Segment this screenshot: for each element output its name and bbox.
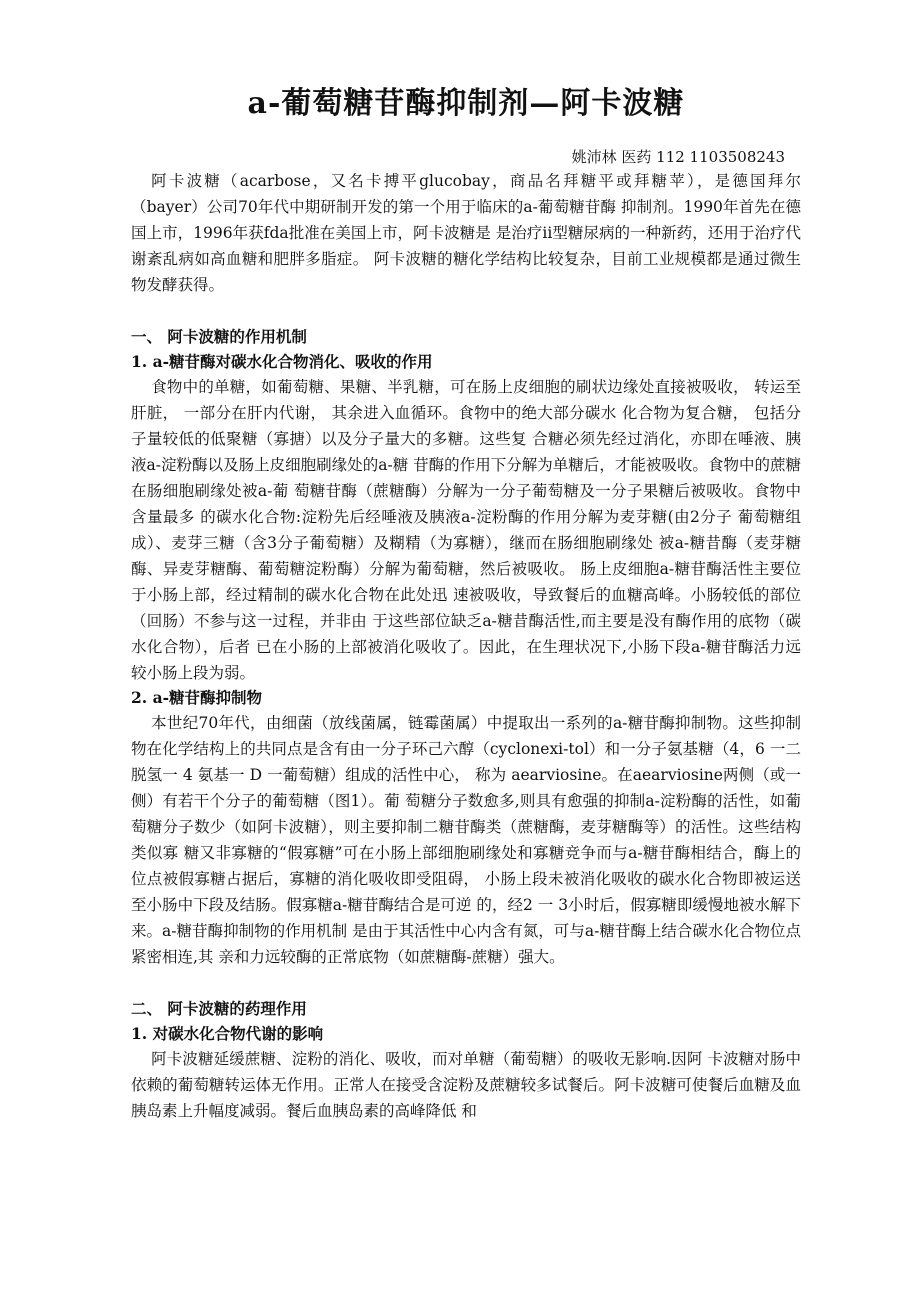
document-title: a-葡萄糖苷酶抑制剂—阿卡波糖: [247, 86, 685, 121]
section-2-heading: 二、 阿卡波糖的药理作用: [131, 999, 307, 1018]
section-1-1-heading: 1. a-糖苷酶对碳水化合物消化、吸收的作用: [131, 352, 433, 371]
section-spacer: [131, 298, 801, 324]
author-line: 姚沛林 医药 112 1103508243: [571, 148, 785, 166]
section-2-1-heading: 1. 对碳水化合物代谢的影响: [131, 1024, 324, 1043]
section-1-2-paragraph: 本世纪70年代，由细菌（放线菌属，链霉菌属）中提取出一系列的a-糖苷酶抑制物。这些抑制物在化学结构上的共同点是含有由一分子环己六醇（cyclonexi-tol）和一分子氨基糖（4，6 一二脱氢一 4 氨基一 D 一葡萄糖）组成的活性中心， 称为 aearviosine。在aearviosine两侧（或一侧）有若干个分子的葡萄糖（图1）。葡 萄糖分子数愈多,则具有愈强的抑制a-淀粉酶的活性，如葡萄糖分子数少（如阿卡波糖），则主要抑制二糖苷酶类（蔗糖酶，麦芽糖酶等）的活性。这些结构类似寡 糖又非寡糖的“假寡糖”可在小肠上部细胞刷缘处和寡糖竞争而与a-糖苷酶相结合，酶上的位点被假寡糖占据后，寡糖的消化吸收即受阻碍， 小肠上段未被消化吸收的碳水化合物即被运送至小肠中下段及结肠。假寡糖a-糖苷酶结合是可逆 的，经2 一 3小时后，假寡糖即缓慢地被水解下来。a-糖苷酶抑制物的作用机制 是由于其活性中心内含有氮，可与a-糖苷酶上结合碳水化合物位点紧密相连,其 亲和力远较酶的正常底物（如蔗糖酶-蔗糖）强大。: [131, 714, 801, 966]
section-1-1-paragraph: 食物中的单糖，如葡萄糖、果糖、半乳糖，可在肠上皮细胞的刷状边缘处直接被吸收， 转运至肝脏， 一部分在肝内代谢， 其余进入血循环。食物中的绝大部分碳水 化合物为复合糖， 包括分子量较低的低聚糖（寡搪）以及分子量大的多糖。这些复 合糖必须先经过消化，亦即在唾液、胰液a-淀粉酶以及肠上皮细胞刷缘处的a-糖 苷酶的作用下分解为单糖后，才能被吸收。食物中的蔗糖在肠细胞刷缘处被a-葡 萄糖苷酶（蔗糖酶）分解为一分子葡萄糖及一分子果糖后被吸收。食物中含量最多 的碳水化合物:淀粉先后经唾液及胰液a-淀粉酶的作用分解为麦芽糖(由2分子 葡萄糖组成）、麦芽三糖（含3分子葡萄糖）及糊精（为寡糖），继而在肠细胞刷缘处 被a-糖昔酶（麦芽糖酶、异麦芽糖酶、葡萄糖淀粉酶）分解为葡萄糖，然后被吸收。 肠上皮细胞a-糖苷酶活性主要位于小肠上部，经过精制的碳水化合物在此处迅 速被吸收，导致餐后的血糖高峰。小肠较低的部位（回肠）不参与这一过程，并非由 于这些部位缺乏a-糖昔酶活性,而主要是没有酶作用的底物（碳水化合物），后者 已在小肠的上部被消化吸收了。因此，在生理状况下,小肠下段a-糖苷酶活力远 较小肠上段为弱。: [131, 378, 801, 682]
intro-paragraph: 阿卡波糖（acarbose，又名卡搏平glucobay，商品名拜糖平或拜糖苹），是德国拜尔（bayer）公司70年代中期研制开发的第一个用于临床的a-葡萄糖苷酶 抑制剂。1990年首先在德国上市，1996年获fda批准在美国上市，阿卡波糖是 是治疗ii型糖尿病的一种新药，还用于治疗代谢紊乱病如高血糖和肥胖多脂症。 阿卡波糖的糖化学结构比较复杂，目前工业规模都是通过微生物发酵获得。: [131, 172, 801, 294]
section-spacer: [131, 970, 801, 996]
document-page: [131, 84, 801, 1124]
section-1-2-heading: 2. a-糖苷酶抑制物: [131, 688, 263, 707]
section-2-1-paragraph: 阿卡波糖延缓蔗糖、淀粉的消化、吸收，而对单糖（葡萄糖）的吸收无影响.因阿 卡波糖对肠中依赖的葡萄糖转运体无作用。正常人在接受含淀粉及蔗糖较多试餐后。阿卡波糖可使餐后血糖及血胰岛素上升幅度减弱。餐后血胰岛素的高峰降低 和: [131, 1050, 801, 1120]
section-1-heading: 一、 阿卡波糖的作用机制: [131, 327, 307, 346]
